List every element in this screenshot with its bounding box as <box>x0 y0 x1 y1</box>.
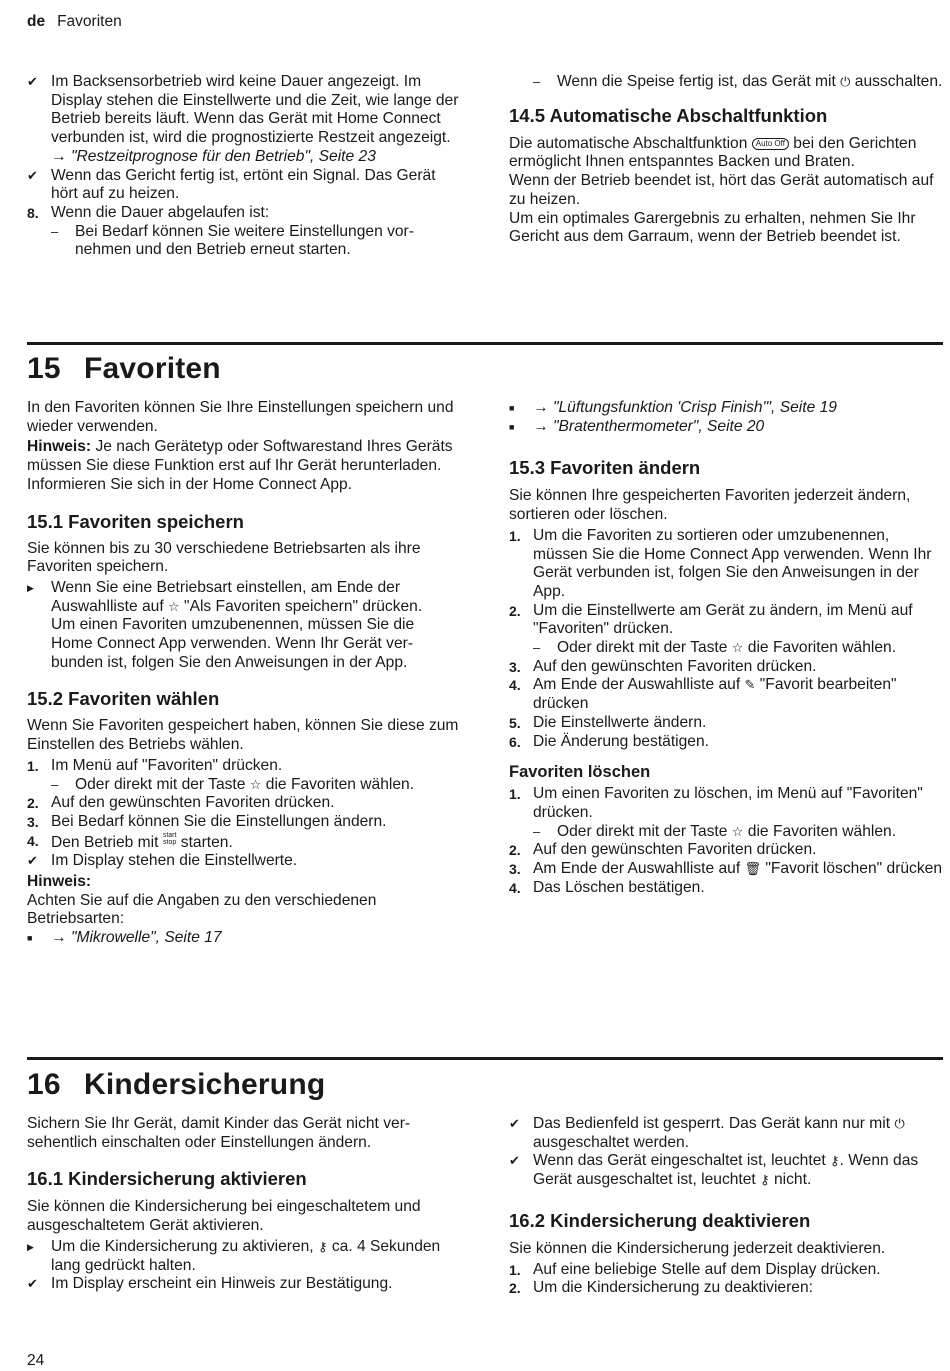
cross-reference-link[interactable]: "Restzeitprognose für den Betrieb", Seite 23 <box>70 147 376 165</box>
pencil-icon: ✎ <box>744 677 756 693</box>
step-text: Die Änderung bestätigen. <box>533 732 709 750</box>
step-item <box>27 757 459 776</box>
paragraph: Wenn Sie Favoriten gespeichert haben, können Sie diese zum Einstellen des Betriebs wählen. <box>27 717 459 754</box>
check-icon: ✔ <box>27 853 38 869</box>
cross-reference-link[interactable]: "Bratenthermometer", Seite 20 <box>552 417 765 435</box>
step-item <box>509 676 943 713</box>
sub-text: Bei Bedarf können Sie weitere Einstellungen vornehmen und den Betrieb erneut starten. <box>75 222 414 259</box>
result-text: ausgeschaltet werden. <box>533 1133 690 1151</box>
section-heading: 16.2 Kindersicherung deaktivieren <box>509 1209 811 1231</box>
step-item <box>27 832 459 853</box>
paragraph-text: Die automatische Abschaltfunktion <box>509 134 748 152</box>
dash-bullet: – <box>533 823 541 839</box>
step-text: Um die Einstellwerte am Gerät zu ändern, im Menü auf "Favoriten" drücken. <box>533 601 913 638</box>
step-item <box>509 1261 943 1280</box>
note-text: Achten Sie auf die Angaben zu den verschiedenen Betriebsarten: <box>27 891 377 928</box>
result-text: Wenn das Gerät eingeschaltet ist, leuchtet <box>533 1152 826 1170</box>
step-item <box>509 879 943 898</box>
step-item <box>509 841 943 860</box>
arrow-right-icon: → <box>51 147 67 165</box>
sub-item <box>27 776 459 795</box>
result-text: Wenn das Gericht fertig ist, ertönt ein Signal. Das Gerät hört auf zu heizen. <box>51 166 436 203</box>
action-text: "Als Favoriten speichern" drücken. <box>184 597 423 615</box>
paragraph: Um ein optimales Garergebnis zu erhalten, nehmen Sie Ihr Gericht aus dem Garraum, wenn der Betrieb beendet ist. <box>509 209 916 246</box>
cross-reference-link[interactable]: "Lüftungsfunktion 'Crisp Finish'", Seite 19 <box>552 399 837 416</box>
action-item <box>27 579 459 673</box>
step-text: Im Menü auf "Favoriten" drücken. <box>51 756 283 774</box>
square-bullet-icon: ■ <box>27 933 33 944</box>
step-number: 2. <box>509 1280 521 1297</box>
link-item <box>509 418 943 437</box>
paragraph-text: bei den Gerichten ermöglicht Ihnen entspanntes Backen und Braten. <box>509 134 917 171</box>
paragraph: Sichern Sie Ihr Gerät, damit Kinder das Gerät nicht versehentlich einschalten oder Einstellungen ändern. <box>27 1115 411 1151</box>
sub-item <box>27 223 459 260</box>
ch15-right-column <box>509 399 943 897</box>
language-code: de <box>27 13 46 30</box>
start-stop-icon <box>163 832 177 846</box>
step-number: 4. <box>27 832 39 849</box>
star-icon: ☆ <box>731 640 744 656</box>
link-item <box>509 399 943 418</box>
step-text: Das Löschen bestätigen. <box>533 878 705 896</box>
check-icon: ✔ <box>509 1116 520 1131</box>
play-triangle-icon: ▶ <box>27 582 34 593</box>
step-item <box>509 602 943 639</box>
key-icon: ⚷ <box>317 1238 328 1254</box>
chapter-title <box>27 1068 325 1102</box>
paragraph: Sie können bis zu 30 verschiedene Betriebsarten als ihre Favoriten speichern. <box>27 539 421 576</box>
step-number: 1. <box>509 786 521 803</box>
star-icon: ☆ <box>168 598 180 614</box>
power-icon: ⏻ <box>894 1116 905 1131</box>
check-icon: ✔ <box>27 1276 38 1292</box>
sub-text: Wenn die Speise fertig ist, das Gerät mit <box>557 73 836 90</box>
arrow-right-icon: → <box>51 929 67 947</box>
step-text: Den Betrieb mit <box>51 833 159 851</box>
step-text: Am Ende der Auswahlliste auf <box>533 860 741 878</box>
square-bullet-icon: ■ <box>509 403 515 413</box>
paragraph: Sie können die Kindersicherung bei eingeschaltetem und ausgeschaltetem Gerät aktivieren. <box>27 1198 421 1235</box>
key-icon: ⚷ <box>760 1172 770 1188</box>
step-number: 3. <box>509 658 521 675</box>
sub-text: Oder direkt mit der Taste <box>75 775 246 793</box>
link-item <box>27 929 459 948</box>
sub-text: Oder direkt mit der Taste <box>557 822 728 840</box>
step-number: 2. <box>509 842 521 859</box>
step-item <box>509 658 943 677</box>
result-text: Das Bedienfeld ist gesperrt. Das Gerät kann nur mit <box>533 1115 891 1132</box>
paragraph: Sie können Ihre gespeicherten Favoriten jederzeit ändern, sortieren oder löschen. <box>509 487 911 524</box>
step-item <box>27 813 459 832</box>
header-section: Favoriten <box>57 13 122 30</box>
step-number: 3. <box>509 861 521 878</box>
chapter-divider <box>27 1057 943 1060</box>
check-icon: ✔ <box>27 167 38 183</box>
play-triangle-icon: ▶ <box>27 1241 34 1252</box>
note-text: Je nach Gerätetyp oder Softwarestand Ihres Geräts müssen Sie diese Funktion erst auf Ihr Gerät herunterladen. Informieren Sie sich in der Home Connect App. <box>27 438 453 493</box>
sub-text: die Favoriten wählen. <box>265 775 415 793</box>
sub-text: die Favoriten wählen. <box>747 639 897 657</box>
step-number: 6. <box>509 733 521 750</box>
note-label: Hinweis: <box>27 873 92 891</box>
sub-item <box>509 823 943 842</box>
result-item <box>27 852 459 871</box>
step-item <box>27 794 459 813</box>
result-item <box>27 1275 459 1294</box>
step-text: Auf den gewünschten Favoriten drücken. <box>533 657 817 675</box>
step-text: Bei Bedarf können Sie die Einstellungen ändern. <box>51 812 387 830</box>
result-text: Im Display stehen die Einstellwerte. <box>51 852 298 870</box>
step-text: starten. <box>180 833 233 851</box>
action-text: ca. 4 Sekunden lang gedrückt halten. <box>51 1237 441 1274</box>
step-number: 4. <box>509 677 521 694</box>
section-heading: 15.3 Favoriten ändern <box>509 457 701 479</box>
chapter-title <box>27 352 221 386</box>
chapter-name: Kindersicherung <box>84 1068 326 1101</box>
result-text: Im Display erscheint ein Hinweis zur Bestätigung. <box>51 1275 393 1293</box>
step-text: Auf eine beliebige Stelle auf dem Display drücken. <box>533 1260 881 1278</box>
result-text: Im Backsensorbetrieb wird keine Dauer angezeigt. Im Display stehen die Einstellwerte und die Zeit, wie lange der Betrieb bereits läuft. Wenn das Gerät mit Home Connect verbunden ist, wird die prognostizierte Restzeit angezeigt. <box>51 73 459 147</box>
page-header <box>27 13 122 32</box>
step-number: 4. <box>509 879 521 896</box>
step-number: 2. <box>509 602 521 619</box>
sub-text: Oder direkt mit der Taste <box>557 639 728 657</box>
step-item <box>509 527 943 602</box>
sub-text: die Favoriten wählen. <box>747 822 897 840</box>
result-text: . Wenn das Gerät ausgeschaltet ist, leuchtet <box>533 1152 919 1189</box>
step-number: 3. <box>27 813 39 830</box>
section-heading: 16.1 Kindersicherung aktivieren <box>27 1168 307 1190</box>
star-icon: ☆ <box>249 776 262 792</box>
section-heading: 15.1 Favoriten speichern <box>27 510 244 532</box>
result-item <box>509 1115 943 1152</box>
dash-bullet: – <box>533 640 541 656</box>
result-item <box>27 167 459 204</box>
ch16-right-column <box>509 1115 943 1298</box>
top-right-column <box>509 73 943 247</box>
note-label: Hinweis: <box>27 438 92 456</box>
step-text: Wenn die Dauer abgelaufen ist: <box>51 203 270 221</box>
check-icon: ✔ <box>509 1153 520 1169</box>
step-item <box>509 733 943 752</box>
step-item <box>509 785 943 822</box>
step-text: Auf den gewünschten Favoriten drücken. <box>51 794 335 812</box>
ch15-left-column <box>27 399 459 948</box>
step-text: Auf den gewünschten Favoriten drücken. <box>533 841 817 859</box>
chapter-divider <box>27 342 943 345</box>
step-text: "Favorit löschen" drücken <box>765 860 942 878</box>
auto-off-icon: Auto Off <box>752 138 789 150</box>
paragraph: Sie können die Kindersicherung jederzeit deaktivieren. <box>509 1239 886 1257</box>
step-text: Am Ende der Auswahlliste auf <box>533 676 741 694</box>
step-text: "Favorit bearbeiten" drücken <box>533 676 897 713</box>
result-item <box>509 1152 943 1189</box>
square-bullet-icon: ■ <box>509 421 515 432</box>
action-item <box>27 1238 459 1275</box>
step-item <box>509 1279 943 1298</box>
star-icon: ☆ <box>731 823 744 839</box>
subsection-heading: Favoriten löschen <box>509 763 651 782</box>
step-item <box>509 714 943 733</box>
result-item <box>27 73 459 167</box>
step-number: 1. <box>509 1261 521 1278</box>
step-item <box>27 204 459 223</box>
action-text: Um die Kindersicherung zu aktivieren, <box>51 1237 314 1255</box>
arrow-right-icon: → <box>533 417 549 435</box>
chapter-number: 15 <box>27 352 61 385</box>
check-icon: ✔ <box>27 74 38 89</box>
start-label: start <box>162 831 177 839</box>
chapter-name: Favoriten <box>84 352 221 385</box>
dash-bullet: – <box>533 74 541 89</box>
step-item <box>509 860 943 879</box>
note <box>27 438 459 494</box>
step-number: 1. <box>27 757 39 774</box>
dash-bullet: – <box>51 223 59 239</box>
arrow-right-icon: → <box>533 399 549 416</box>
cross-reference-link[interactable]: "Mikrowelle", Seite 17 <box>70 929 222 947</box>
result-text: nicht. <box>774 1171 812 1189</box>
dash-bullet: – <box>51 776 59 792</box>
step-text: Um die Favoriten zu sortieren oder umzubenennen, müssen Sie die Home Connect App verwenden. Wenn Ihr Gerät verbunden ist, folgen Sie den Anweisungen in der App. <box>533 526 932 600</box>
chapter-number: 16 <box>27 1068 61 1101</box>
power-icon: ⏻ <box>840 74 851 89</box>
page-number: 24 <box>27 1352 45 1369</box>
key-icon: ⚷ <box>830 1153 840 1169</box>
stop-label: stop <box>163 838 177 846</box>
section-heading: 15.2 Favoriten wählen <box>27 688 220 710</box>
step-number: 2. <box>27 795 39 812</box>
top-left-column <box>27 73 459 260</box>
sub-text-end: ausschalten. <box>854 73 943 90</box>
ch16-left-column <box>27 1115 459 1294</box>
paragraph: Wenn der Betrieb beendet ist, hört das Gerät automatisch auf zu heizen. <box>509 172 934 208</box>
section-heading: 14.5 Automatische Abschaltfunktion <box>509 104 828 126</box>
action-text: Um einen Favoriten umzubenennen, müssen Sie die Home Connect App verwenden. Wenn Ihr Gerät verbunden ist, folgen Sie den Anweisungen in der App. <box>51 616 415 671</box>
trash-icon: 🗑 <box>744 861 762 877</box>
step-number: 8. <box>27 204 39 221</box>
sub-item <box>509 639 943 658</box>
action-text: Wenn Sie eine Betriebsart einstellen, am Ende der Auswahlliste auf <box>51 578 401 615</box>
paragraph: In den Favoriten können Sie Ihre Einstellungen speichern und wieder verwenden. <box>27 399 454 435</box>
step-number: 1. <box>509 527 521 544</box>
sub-item <box>509 73 943 92</box>
step-text: Um einen Favoriten zu löschen, im Menü auf "Favoriten" drücken. <box>533 785 923 821</box>
step-number: 5. <box>509 714 521 731</box>
step-text: Um die Kindersicherung zu deaktivieren: <box>533 1279 813 1297</box>
paragraph <box>509 135 943 172</box>
step-text: Die Einstellwerte ändern. <box>533 713 707 731</box>
